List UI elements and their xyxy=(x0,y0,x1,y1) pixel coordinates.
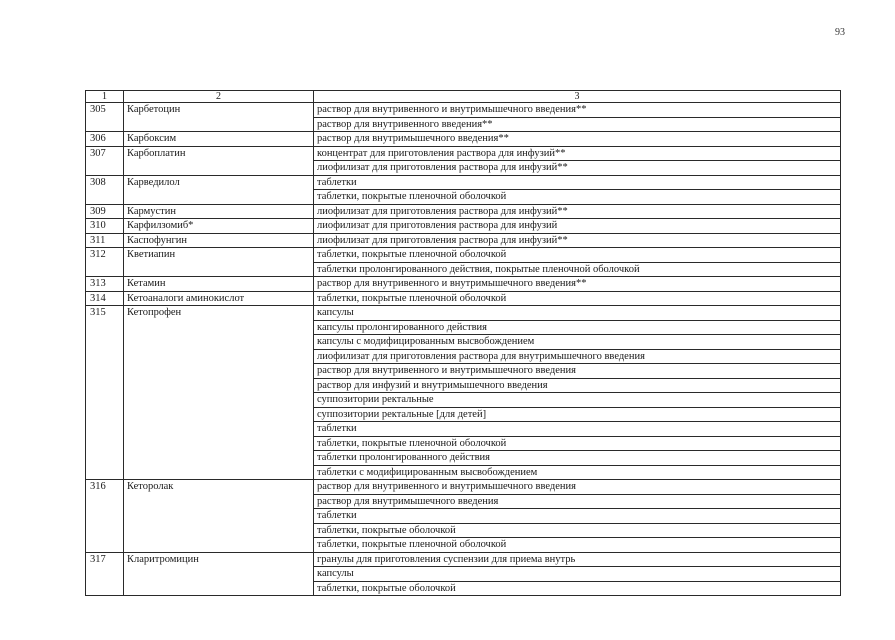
dosage-form: капсулы с модифицированным высвобождением xyxy=(314,335,841,350)
drug-name: Карфилзомиб* xyxy=(124,219,314,234)
drug-name: Кетоаналоги аминокислот xyxy=(124,291,314,306)
dosage-form: лиофилизат для приготовления раствора для инфузий xyxy=(314,219,841,234)
header-col-number: 1 xyxy=(86,91,124,103)
dosage-form: раствор для внутривенного и внутримышечного введения** xyxy=(314,277,841,292)
dosage-form: концентрат для приготовления раствора для инфузий** xyxy=(314,146,841,161)
dosage-form: раствор для внутривенного и внутримышечного введения xyxy=(314,364,841,379)
dosage-form: раствор для инфузий и внутримышечного введения xyxy=(314,378,841,393)
table-row xyxy=(86,219,841,234)
table-row xyxy=(86,146,841,161)
table-body xyxy=(86,103,841,596)
dosage-form: таблетки, покрытые пленочной оболочкой xyxy=(314,291,841,306)
page-number: 93 xyxy=(835,27,845,38)
entry-number: 314 xyxy=(86,291,124,306)
drug-name: Карбоксим xyxy=(124,132,314,147)
table-row xyxy=(86,277,841,292)
dosage-form: таблетки, покрытые оболочкой xyxy=(314,523,841,538)
dosage-form: таблетки с модифицированным высвобождением xyxy=(314,465,841,480)
drug-name: Кетамин xyxy=(124,277,314,292)
drug-name: Кветиапин xyxy=(124,248,314,277)
dosage-form: суппозитории ректальные xyxy=(314,393,841,408)
dosage-form: таблетки, покрытые пленочной оболочкой xyxy=(314,538,841,553)
table-row xyxy=(86,306,841,321)
drug-name: Кармустин xyxy=(124,204,314,219)
dosage-form: таблетки, покрытые пленочной оболочкой xyxy=(314,190,841,205)
table-row xyxy=(86,204,841,219)
table-row xyxy=(86,248,841,263)
dosage-form: раствор для внутримышечного введения** xyxy=(314,132,841,147)
dosage-form: капсулы пролонгированного действия xyxy=(314,320,841,335)
entry-number: 306 xyxy=(86,132,124,147)
table-row xyxy=(86,291,841,306)
dosage-form: капсулы xyxy=(314,306,841,321)
drug-name: Карбетоцин xyxy=(124,103,314,132)
entry-number: 309 xyxy=(86,204,124,219)
entry-number: 313 xyxy=(86,277,124,292)
entry-number: 312 xyxy=(86,248,124,277)
table-row xyxy=(86,233,841,248)
header-col-name: 2 xyxy=(124,91,314,103)
dosage-form: таблетки xyxy=(314,509,841,524)
dosage-form: суппозитории ректальные [для детей] xyxy=(314,407,841,422)
drug-name: Кетопрофен xyxy=(124,306,314,480)
dosage-form: гранулы для приготовления суспензии для приема внутрь xyxy=(314,552,841,567)
dosage-form: раствор для внутривенного и внутримышечного введения xyxy=(314,480,841,495)
drug-name: Карведилол xyxy=(124,175,314,204)
table-row xyxy=(86,175,841,190)
dosage-form: капсулы xyxy=(314,567,841,582)
table-row xyxy=(86,480,841,495)
header-col-form: 3 xyxy=(314,91,841,103)
dosage-form: лиофилизат для приготовления раствора для инфузий** xyxy=(314,233,841,248)
drug-name: Карбоплатин xyxy=(124,146,314,175)
drug-name: Каспофунгин xyxy=(124,233,314,248)
drug-name: Кларитромицин xyxy=(124,552,314,596)
entry-number: 311 xyxy=(86,233,124,248)
dosage-form: раствор для внутримышечного введения xyxy=(314,494,841,509)
dosage-form: таблетки xyxy=(314,175,841,190)
table-row xyxy=(86,552,841,567)
dosage-form: таблетки пролонгированного действия, покрытые пленочной оболочкой xyxy=(314,262,841,277)
dosage-form: таблетки xyxy=(314,422,841,437)
dosage-form: лиофилизат для приготовления раствора для инфузий** xyxy=(314,204,841,219)
dosage-form: таблетки пролонгированного действия xyxy=(314,451,841,466)
entry-number: 305 xyxy=(86,103,124,132)
dosage-form: раствор для внутривенного введения** xyxy=(314,117,841,132)
entry-number: 307 xyxy=(86,146,124,175)
dosage-form: таблетки, покрытые оболочкой xyxy=(314,581,841,596)
drug-table-container xyxy=(85,90,840,596)
entry-number: 316 xyxy=(86,480,124,553)
entry-number: 310 xyxy=(86,219,124,234)
drug-table xyxy=(85,90,841,596)
drug-name: Кеторолак xyxy=(124,480,314,553)
dosage-form: лиофилизат для приготовления раствора для внутримышечного введения xyxy=(314,349,841,364)
table-row xyxy=(86,103,841,118)
entry-number: 315 xyxy=(86,306,124,480)
table-row xyxy=(86,132,841,147)
entry-number: 308 xyxy=(86,175,124,204)
header-row xyxy=(86,91,841,103)
dosage-form: лиофилизат для приготовления раствора для инфузий** xyxy=(314,161,841,176)
dosage-form: таблетки, покрытые пленочной оболочкой xyxy=(314,248,841,263)
dosage-form: таблетки, покрытые пленочной оболочкой xyxy=(314,436,841,451)
entry-number: 317 xyxy=(86,552,124,596)
dosage-form: раствор для внутривенного и внутримышечного введения** xyxy=(314,103,841,118)
